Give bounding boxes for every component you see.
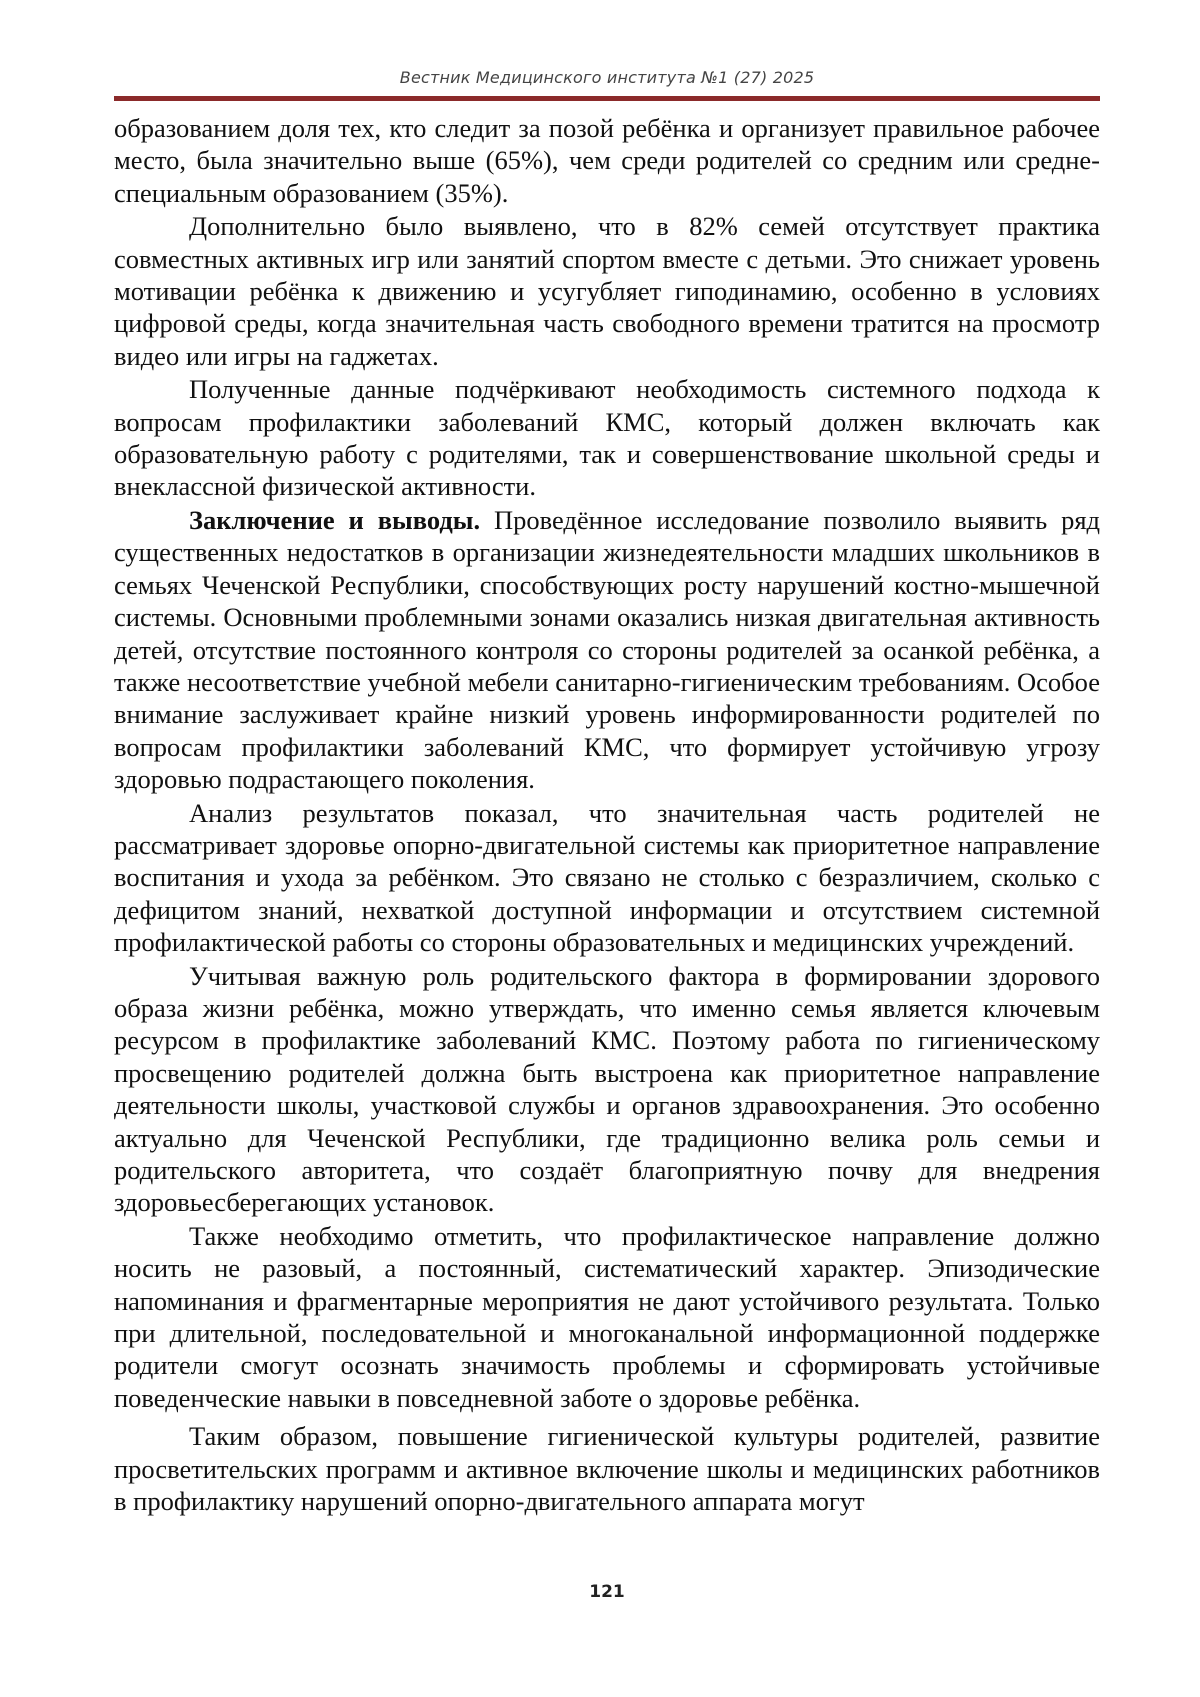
conclusions-heading: Заключение и выводы.: [189, 505, 480, 535]
paragraph-text: Полученные данные подчёркивают необходимость системного подхода к вопросам профилактики заболеваний КМС, который должен включать как образовательную работу с родителями, так и совершенствование школьной среды и внеклассной физической активности.: [114, 374, 1100, 501]
paragraph: [114, 210, 1100, 372]
paragraph-conclusions: [114, 504, 1100, 796]
paragraph-text: Анализ результатов показал, что значительная часть родителей не рассматривает здоровье опорно-двигательной системы как приоритетное направление воспитания и ухода за ребёнком. Это связано не столько с безразличием, сколько с дефицитом знаний, нехваткой доступной информации и отсутствием системной профилактической работы со стороны образовательных и медицинских учреждений.: [114, 798, 1100, 958]
paragraph: [114, 797, 1100, 959]
paragraph: [114, 1420, 1100, 1517]
paragraph: [114, 960, 1100, 1219]
paragraph-continuation: [114, 112, 1100, 209]
paragraph-text: Проведённое исследование позволило выявить ряд существенных недостатков в организации жизнедеятельности младших школьников в семьях Чеченской Республики, способствующих росту нарушений костно-мышечной системы. Основными проблемными зонами оказались низкая двигательная активность детей, отсутствие постоянного контроля со стороны родителей за осанкой ребёнка, а также несоответствие учебной мебели санитарно-гигиеническим требованиям. Особое внимание заслуживает крайне низкий уровень информированности родителей по вопросам профилактики заболеваний КМС, что формирует устойчивую угрозу здоровью подрастающего поколения.: [114, 505, 1100, 794]
journal-page: [0, 0, 1200, 1697]
paragraph-text: образованием доля тех, кто следит за позой ребёнка и организует правильное рабочее место, была значительно выше (65%), чем среди родителей со средним или средне-специальным образованием (35%).: [114, 113, 1100, 208]
paragraph-text: Таким образом, повышение гигиенической культуры родителей, развитие просветительских программ и активное включение школы и медицинских работников в профилактику нарушений опорно-двигательного аппарата могут: [114, 1421, 1100, 1516]
paragraph: [114, 373, 1100, 503]
header-divider-rule: [114, 96, 1100, 101]
paragraph-text: Учитывая важную роль родительского фактора в формировании здорового образа жизни ребёнка, можно утверждать, что именно семья является ключевым ресурсом в профилактике заболеваний КМС. Поэтому работа по гигиеническому просвещению родителей должна быть выстроена как приоритетное направление деятельности школы, участковой службы и органов здравоохранения. Это особенно актуально для Чеченской Республики, где традиционно велика роль семьи и родительского авторитета, что создаёт благоприятную почву для внедрения здоровьесберегающих установок.: [114, 961, 1100, 1218]
page-number: 121: [114, 1582, 1100, 1602]
running-header-title: Вестник Медицинского института №1 (27) 2025: [114, 68, 1100, 87]
article-body: [114, 112, 1100, 1518]
paragraph: [114, 1220, 1100, 1414]
paragraph-text: Дополнительно было выявлено, что в 82% семей отсутствует практика совместных активных игр или занятий спортом вместе с детьми. Это снижает уровень мотивации ребёнка к движению и усугубляет гиподинамию, особенно в условиях цифровой среды, когда значительная часть свободного времени тратится на просмотр видео или игры на гаджетах.: [114, 211, 1100, 371]
paragraph-text: Также необходимо отметить, что профилактическое направление должно носить не разовый, а постоянный, систематический характер. Эпизодические напоминания и фрагментарные мероприятия не дают устойчивого результата. Только при длительной, последовательной и многоканальной информационной поддержке родители смогут осознать значимость проблемы и сформировать устойчивые поведенческие навыки в повседневной заботе о здоровье ребёнка.: [114, 1221, 1100, 1413]
